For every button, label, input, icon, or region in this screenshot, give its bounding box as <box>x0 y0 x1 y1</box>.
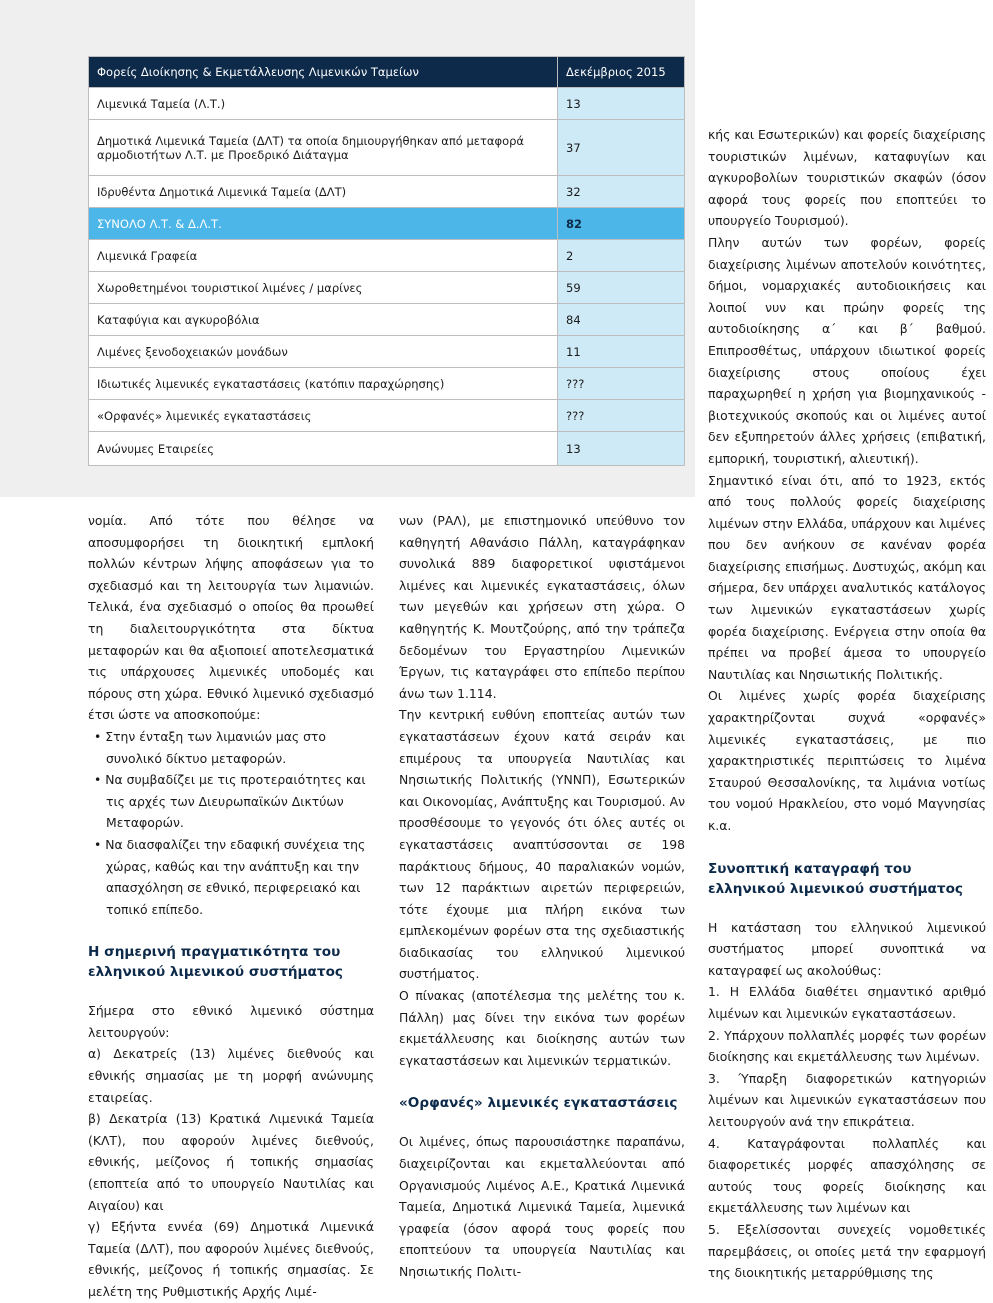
table-header-row <box>89 57 685 88</box>
row-label: Χωροθετημένοι τουριστικοί λιμένες / μαρίνες <box>89 272 558 304</box>
row-value: 11 <box>558 336 685 368</box>
row-value: ??? <box>558 400 685 432</box>
body-paragraph: Ο πίνακας (αποτέλεσμα της μελέτης του κ. Πάλλη) μας δίνει την εικόνα των φορέων εκμετάλλευσης και διοίκησης αυτών των εγκαταστάσεων και λιμενικών τερματικών. <box>399 988 685 1068</box>
text-column-2 <box>399 510 685 1283</box>
row-value: 37 <box>558 120 685 176</box>
numbered-item: 4. Καταγράφονται πολλαπλές και διαφορετικές μορφές απασχόλησης σε αυτούς τους φορείς διοίκησης και εκμετάλλευσης των λιμένων και <box>708 1135 986 1216</box>
bullet-item: • Στην ένταξη των λιμανιών μας στο συνολικό δίκτυο μεταφορών. <box>94 728 326 766</box>
body-paragraph: α) Δεκατρείς (13) λιμένες διεθνούς και εθνικής σημασίας με τη μορφή ανώνυμης εταιρείας. <box>88 1046 374 1105</box>
text-column-3 <box>708 124 986 1284</box>
text-column-1 <box>88 510 374 1303</box>
table-row <box>89 304 685 336</box>
table-row <box>89 368 685 400</box>
body-paragraph: Πλην αυτών των φορέων, φορείς διαχείρισης λιμένων αποτελούν κοινότητες, δήμοι, νομαρχιακές αυτοδιοικήσεις και λοιποί νυν και πρώην φορείς της αυτοδιοίκησης α΄ και β΄ βαθμού. Επιπροσθέτως, υπάρχουν ιδιωτικοί φορείς διαχείρισης στους οποίους έχει παραχωρηθεί η χρήση για βιομηχανικούς - βιοτεχνικούς σκοπούς και οι λιμένες αυτοί δεν εξυπηρετούν άλλες χρήσεις (επιβατική, εμπορική, τουριστική, αλιευτική). <box>708 234 986 466</box>
table-header-label: Φορείς Διοίκησης & Εκμετάλλευσης Λιμενικών Ταμείων <box>89 57 558 88</box>
row-value: 13 <box>558 432 685 466</box>
row-label: Ιδρυθέντα Δημοτικά Λιμενικά Ταμεία (ΔΛΤ) <box>89 176 558 208</box>
row-value: ??? <box>558 368 685 400</box>
row-label: Λιμενικά Γραφεία <box>89 240 558 272</box>
row-label: Καταφύγια και αγκυροβόλια <box>89 304 558 336</box>
body-paragraph: Οι λιμένες, όπως παρουσιάστηκε παραπάνω, διαχειρίζονται και εκμεταλλεύονται από Οργανισμούς Λιμένος Α.Ε., Κρατικά Λιμενικά Ταμεία, Δημοτικά Λιμενικά Ταμεία, λιμενικά γραφεία (όσον αφορά τους φορείς που εποπτεύουν τα υπουργεία Ναυτιλίας και Νησιωτικής Πολιτι- <box>399 1134 685 1279</box>
body-paragraph: γ) Εξήντα εννέα (69) Δημοτικά Λιμενικά Ταμεία (ΔΛΤ), που αφορούν λιμένες διεθνούς, εθνικής, μείζονος ή τοπικής σημασίας. Σε μελέτη της Ρυθμιστικής Αρχής Λιμέ- <box>88 1219 374 1299</box>
port-authorities-table <box>88 56 685 466</box>
section-heading: «Ορφανές» λιμενικές εγκαταστάσεις <box>399 1095 678 1112</box>
body-paragraph: Σήμερα στο εθνικό λιμενικό σύστημα λειτουργούν: <box>88 1003 374 1040</box>
row-value: 2 <box>558 240 685 272</box>
section-heading: Συνοπτική καταγραφή του ελληνικού λιμενικού συστήματος <box>708 860 963 897</box>
table-row <box>89 400 685 432</box>
table-total-row <box>89 208 685 240</box>
row-label: Ανώνυμες Εταιρείες <box>89 432 558 466</box>
body-paragraph: β) Δεκατρία (13) Κρατικά Λιμενικά Ταμεία (ΚΛΤ), που αφορούν λιμένες διεθνούς, εθνικής, μείζονος ή τοπικής σημασίας (εποπτεία από το υπουργείο Ναυτιλίας και Αιγαίου) και <box>88 1111 374 1213</box>
table-row <box>89 272 685 304</box>
numbered-item: 1. Η Ελλάδα διαθέτει σημαντικό αριθμό λιμένων και λιμενικών εγκαταστάσεων. <box>708 984 986 1021</box>
table-row <box>89 336 685 368</box>
body-paragraph: Σημαντικό είναι ότι, από το 1923, εκτός από τους πολλούς φορείς διαχείρισης λιμένων στην Ελλάδα, υπάρχουν και λιμένες που δεν ανήκουν σε κανέναν φορέα διαχείρισης επισήμως. Δυστυχώς, ακόμη και σήμερα, δεν υπάρχει αναλυτικός κατάλογος των λιμενικών εγκαταστάσεων χωρίς φορέα διαχείρισης. Ενέργεια στην οποία θα πρέπει να προβεί άμεσα το υπουργείο Ναυτιλίας και Νησιωτικής Πολιτικής. <box>708 472 986 682</box>
body-paragraph: Οι λιμένες χωρίς φορέα διαχείρισης χαρακτηρίζονται συχνά «ορφανές» λιμενικές εγκαταστάσεις, με πιο χαρακτηριστικές περιπτώσεις το λιμένα Σταυρού Θεσσαλονίκης, τα λιμάνια νοτίως του νομού Ηρακλείου, στο νομό Μαγνησίας κ.α. <box>708 688 986 833</box>
row-value: 84 <box>558 304 685 336</box>
row-label: Ιδιωτικές λιμενικές εγκαταστάσεις (κατόπιν παραχώρησης) <box>89 368 558 400</box>
row-label: ΣΥΝΟΛΟ Λ.Τ. & Δ.Λ.Τ. <box>89 208 558 240</box>
row-value: 82 <box>558 208 685 240</box>
body-paragraph: νων (ΡΑΛ), με επιστημονικό υπεύθυνο τον καθηγητή Αθανάσιο Πάλλη, καταγράφηκαν συνολικά 889 διαφορετικοί υφιστάμενοι λιμένες και λιμενικές εγκαταστάσεις, όλων των μεγεθών και χρήσεων στη χώρα. Ο καθηγητής Κ. Μουτζούρης, από την τράπεζα δεδομένων του Εργαστηρίου Λιμενικών Έργων, τις καταγράφει στο επίπεδο περίπου άνω των 1.114. <box>399 513 685 701</box>
numbered-item: 3. Ύπαρξη διαφορετικών κατηγοριών λιμένων και λιμενικών εγκαταστάσεων που λειτουργούν ανά την επικράτεια. <box>708 1070 986 1129</box>
table-row <box>89 176 685 208</box>
bullet-item: • Να διασφαλίζει την εδαφική συνέχεια της χώρας, καθώς και την ανάπτυξη και την απασχόληση σε εθνικό, περιφερειακό και τοπικό επίπεδο. <box>94 836 366 917</box>
table-header-date: Δεκέμβριος 2015 <box>558 57 685 88</box>
table-row <box>89 120 685 176</box>
table-row <box>89 240 685 272</box>
row-value: 13 <box>558 88 685 120</box>
numbered-item: 2. Υπάρχουν πολλαπλές μορφές των φορέων διοίκησης και εκμετάλλευσης των λιμένων. <box>708 1027 986 1065</box>
table-row <box>89 432 685 466</box>
bullet-item: • Να συμβαδίζει με τις προτεραιότητες και τις αρχές των Διευρωπαϊκών Δικτύων Μεταφορών. <box>94 772 366 831</box>
body-paragraph: Την κεντρική ευθύνη εποπτείας αυτών των εγκαταστάσεων έχουν κατά σειράν και επιμέρους τα υπουργεία Ναυτιλίας και Νησιωτικής Πολιτικής (ΥΝΝΠ), Εσωτερικών και Οικονομίας, Ανάπτυξης και Τουρισμού. Αν προσθέσουμε το γεγονός ότι όλες αυτές οι εγκαταστάσεις αναπτύσσονται σε 198 παράκτιους δήμους, 40 παραλιακών νομών, των 12 παράκτιων αιρετών περιφερειών, τότε έχουμε μια πλήρη εικόνα των εμπλεκομένων φορέων στα της σχεδιαστικής διαδικασίας του ελληνικού λιμενικού συστήματος. <box>399 707 685 982</box>
row-value: 32 <box>558 176 685 208</box>
row-label: Λιμενικά Ταμεία (Λ.Τ.) <box>89 88 558 120</box>
body-paragraph: νομία. Από τότε που θέλησε να αποσυμφορήσει τη διοικητική εμπλοκή πολλών κέντρων λήψης αποφάσεων για το σχεδιασμό και τη λειτουργία των λιμανιών. Τελικά, ένα σχεδιασμό ο οποίος θα προωθεί τη διαλειτουργικότητα στα δίκτυα μεταφορών και θα αξιοποιεί αποτελεσματικά τις υπάρχουσες λιμενικές υποδομές και πόρους στη χώρα. Εθνικό λιμενικό σχεδιασμό έτσι ώστε να αποσκοπούμε: <box>88 513 374 723</box>
row-value: 59 <box>558 272 685 304</box>
row-label: Λιμένες ξενοδοχειακών μονάδων <box>89 336 558 368</box>
numbered-item: 5. Εξελίσσονται συνεχείς νομοθετικές παρεμβάσεις, οι οποίες μετά την εφαρμογή της διοικητικής μεταρρύθμισης της <box>708 1221 986 1281</box>
table-row <box>89 88 685 120</box>
body-paragraph: Η κατάσταση του ελληνικού λιμενικού συστήματος μπορεί συνοπτικά να καταγραφεί ως ακολούθως: <box>708 919 986 978</box>
body-paragraph: κής και Εσωτερικών) και φορείς διαχείρισης τουριστικών λιμένων, καταφυγίων και αγκυροβολίων τουριστικών σκαφών (όσον αφορά τους φορείς που εποπτεύει το υπουργείο Τουρισμού). <box>708 127 986 229</box>
row-label: Δημοτικά Λιμενικά Ταμεία (ΔΛΤ) τα οποία δημιουργήθηκαν από μεταφορά αρμοδιοτήτων Λ.Τ. με Προεδρικό Διάταγμα <box>89 120 558 176</box>
row-label: «Ορφανές» λιμενικές εγκαταστάσεις <box>89 400 558 432</box>
section-heading: Η σημερινή πραγματικότητα του ελληνικού λιμενικού συστήματος <box>88 944 343 981</box>
